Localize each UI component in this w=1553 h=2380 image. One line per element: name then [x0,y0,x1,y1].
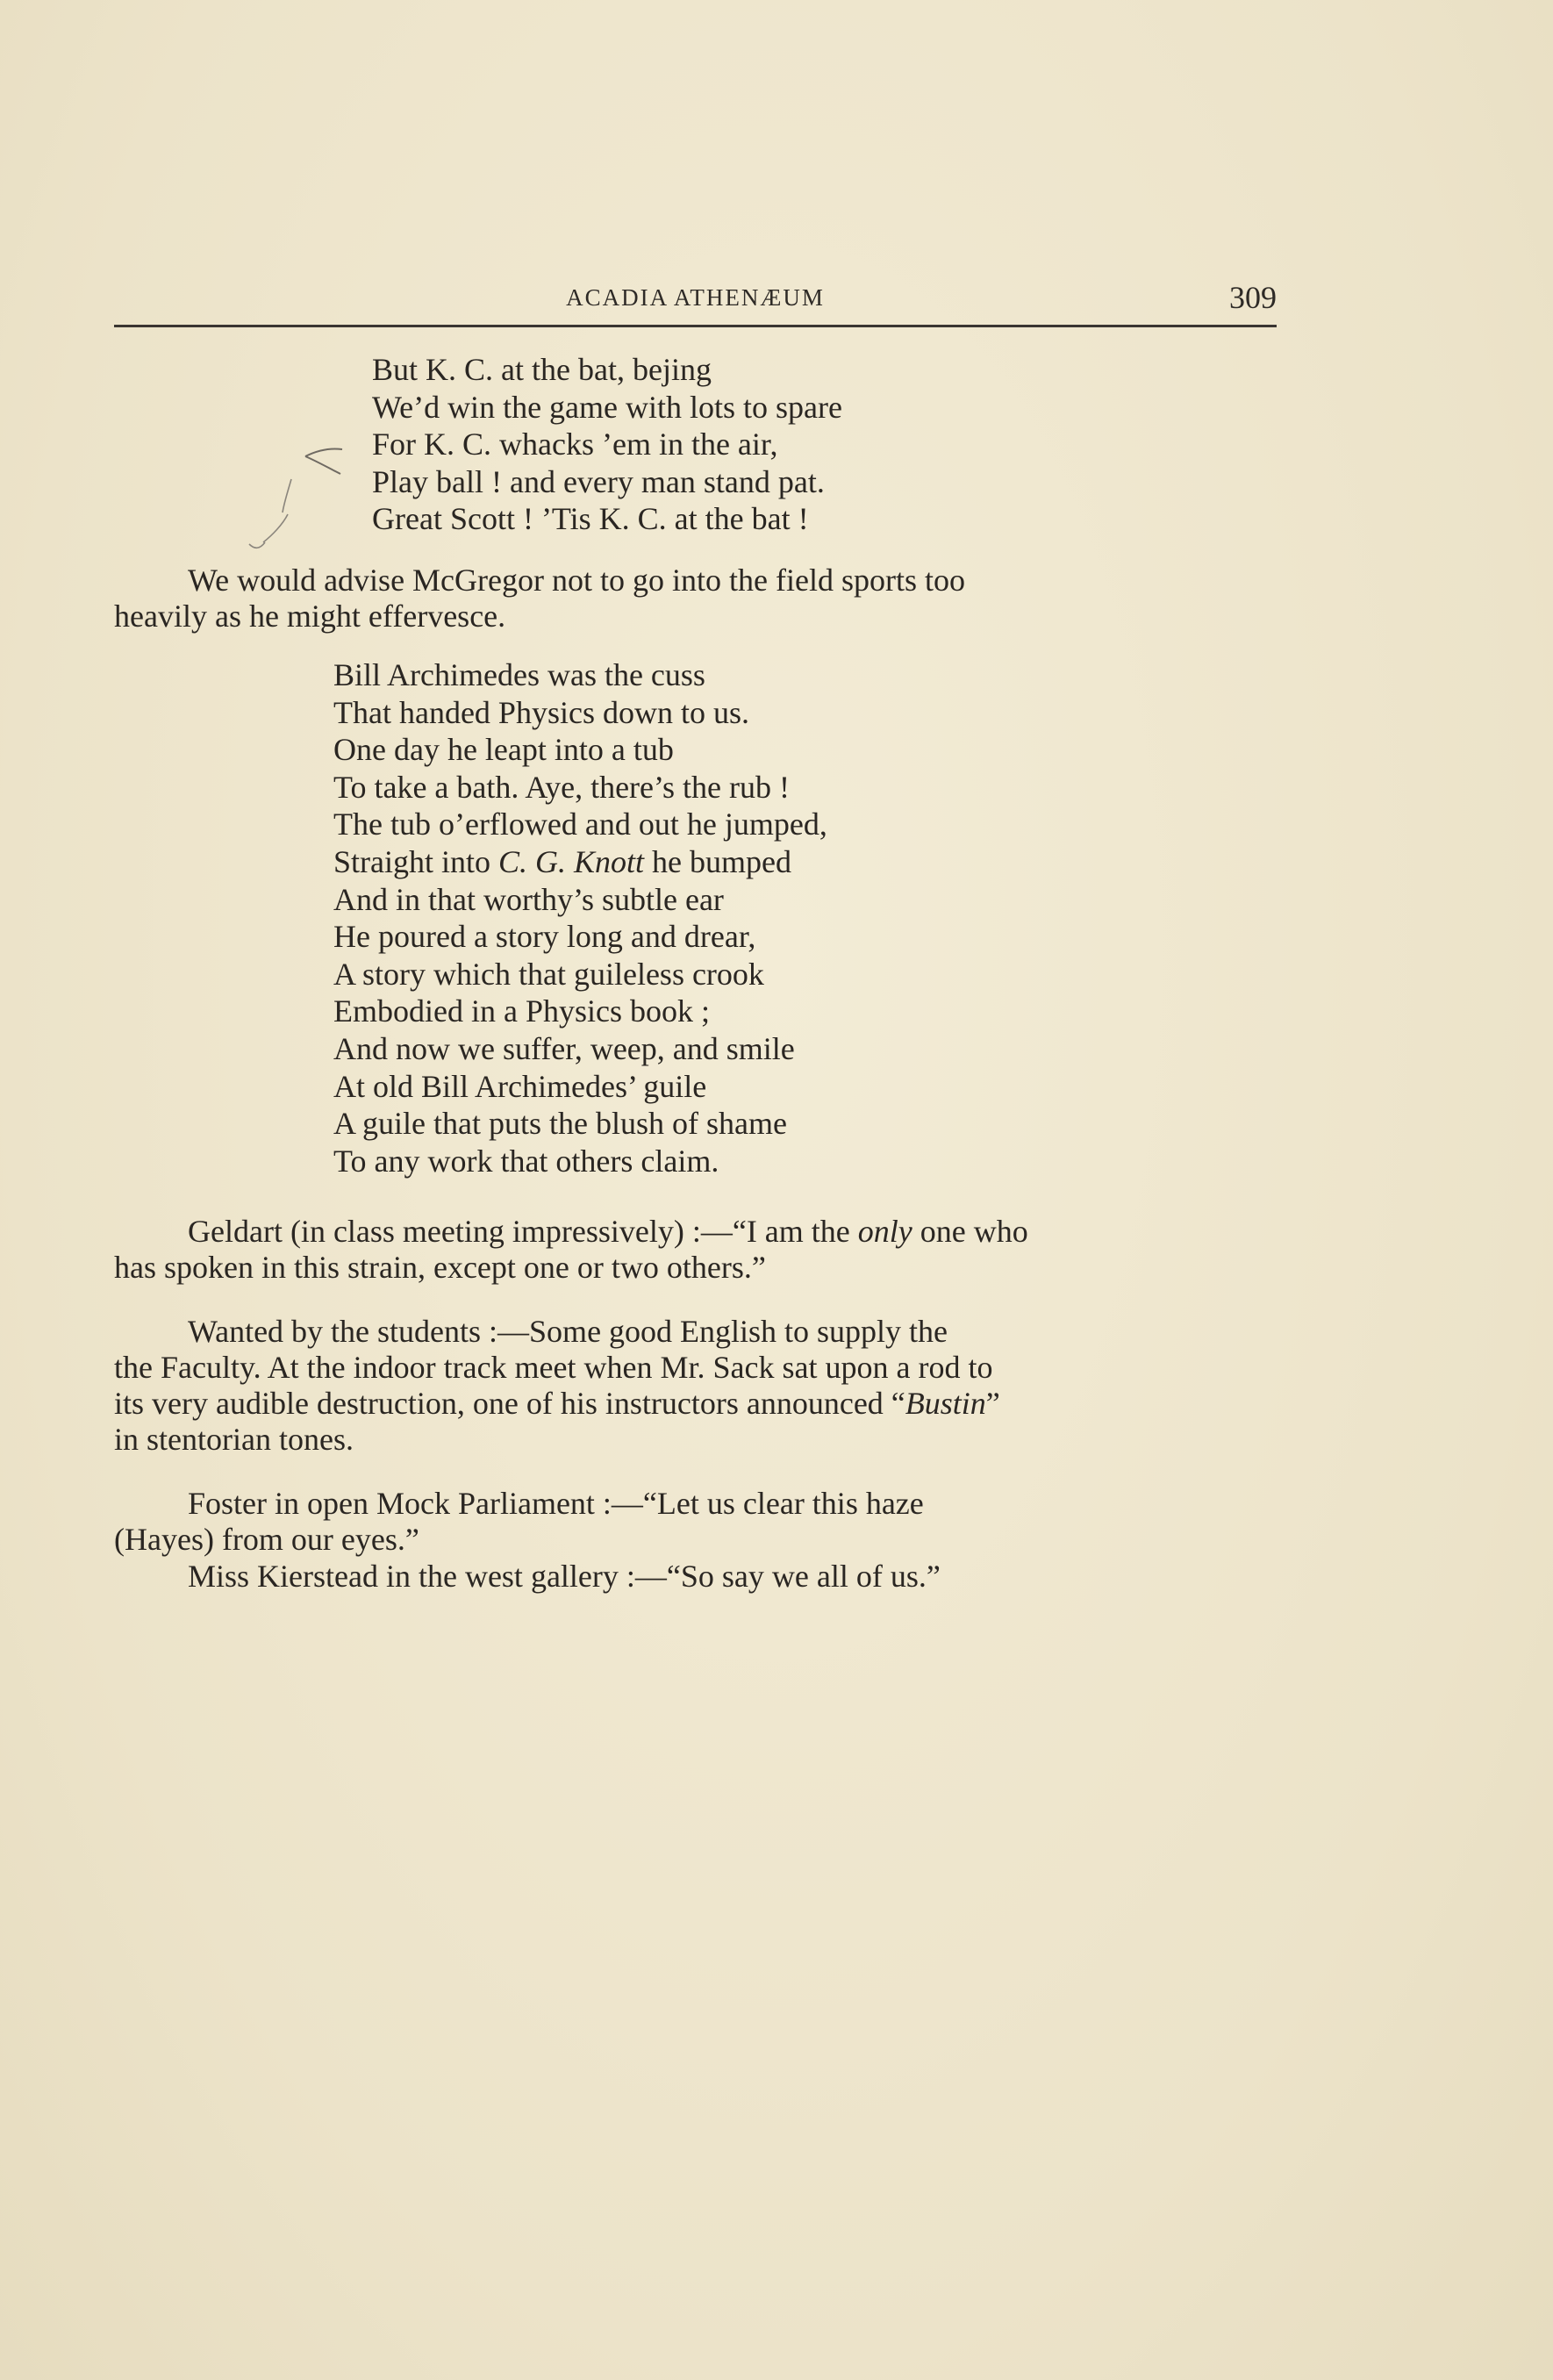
verse-line: At old Bill Archimedes’ guile [333,1068,707,1104]
paragraph-line: has spoken in this strain, except one or two others.” [114,1250,766,1285]
paragraph-line [114,1214,1277,1250]
verse-line: Great Scott ! ’Tis K. C. at the bat ! [372,501,809,537]
verse-line: And now we suffer, weep, and smile [333,1030,795,1066]
verse-line: Play ball ! and every man stand pat. [372,463,825,499]
verse-line: Bill Archimedes was the cuss [333,657,705,692]
paragraph-geldart [114,1214,1277,1286]
verse-line: The tub o’erflowed and out he jumped, [333,806,827,842]
verse-text: he bumped [644,843,791,879]
paragraph-line: in stentorian tones. [114,1422,354,1457]
verse-line: A story which that guileless crook [333,956,764,992]
paragraph-line: Foster in open Mock Parliament :—“Let us clear this haze [188,1486,924,1521]
verse-line: For K. C. whacks ’em in the air, [372,427,778,462]
pencil-mark-icon [211,439,386,562]
verse-line: And in that worthy’s subtle ear [333,881,724,917]
paragraph-line: (Hayes) from our eyes.” [114,1522,419,1557]
paragraph-line: heavily as he might effervesce. [114,599,506,634]
paragraph-foster [114,1486,1277,1558]
verse-kc-at-bat [372,351,842,538]
verse-line: But K. C. at the bat, bejing [372,352,712,387]
verse-line: To take a bath. Aye, there’s the rub ! [333,769,790,805]
paragraph-line: Miss Kierstead in the west gallery :—“So say we all of us.” [188,1559,941,1594]
paragraph-line [114,1386,1277,1422]
paragraph-kierstead [114,1559,1277,1595]
verse-line: He poured a story long and drear, [333,919,756,955]
running-title: ACADIA ATHENÆUM [566,284,825,311]
verse-line: To any work that others claim. [333,1143,719,1179]
paragraph-text: ” [985,1386,1000,1421]
verse-archimedes [333,656,827,1179]
italic-word: Bustin [905,1386,986,1421]
verse-line [333,843,827,881]
paragraph-wanted [114,1314,1277,1458]
paragraph-line: We would advise McGregor not to go into the field sports too [188,563,965,598]
verse-line: That handed Physics down to us. [333,694,749,730]
paragraph-text: one who [912,1214,1028,1249]
italic-word: only [857,1214,912,1249]
page-number: 309 [1229,280,1277,315]
paragraph-text: Geldart (in class meeting impressively) :—“I am the [188,1214,858,1249]
verse-line: Embodied in a Physics book ; [333,993,710,1029]
paragraph-line: the Faculty. At the indoor track meet when Mr. Sack sat upon a rod to [114,1350,993,1385]
paragraph-text: its very audible destruction, one of his instructors announced “ [114,1386,905,1421]
verse-text: Straight into [333,843,498,879]
verse-line: We’d win the game with lots to spare [372,389,842,425]
italic-name: C. G. Knott [498,843,645,879]
paragraph-mcgregor [114,563,1277,634]
verse-line: One day he leapt into a tub [333,732,674,768]
verse-line: A guile that puts the blush of shame [333,1106,787,1142]
running-head [114,279,1277,323]
paragraph-line: Wanted by the students :—Some good English to supply the [188,1314,948,1349]
header-rule [114,325,1277,327]
